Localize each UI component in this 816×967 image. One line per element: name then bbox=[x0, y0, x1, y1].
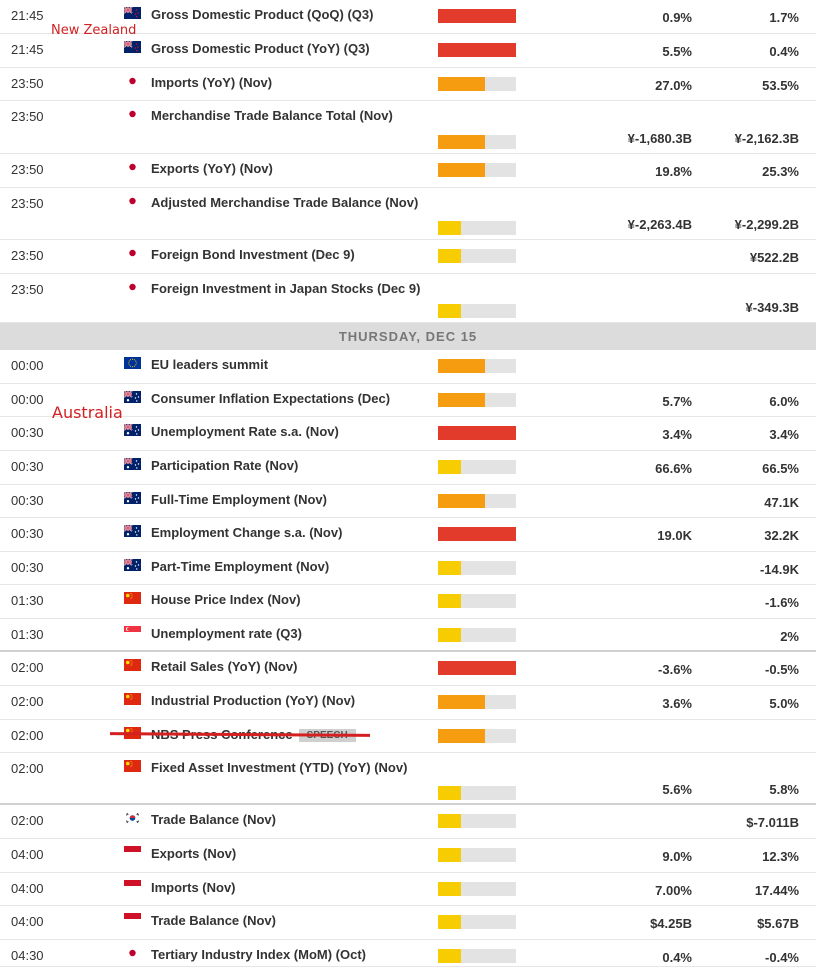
flag-sg-icon bbox=[124, 626, 141, 638]
event-time: 04:00 bbox=[11, 847, 44, 862]
impact-fill bbox=[438, 249, 461, 263]
flag-cn-icon bbox=[124, 592, 141, 604]
impact-bar bbox=[438, 882, 516, 896]
flag-au-icon bbox=[124, 559, 141, 571]
impact-fill bbox=[438, 359, 485, 373]
event-row[interactable] bbox=[0, 240, 816, 274]
flag-nz-icon bbox=[124, 41, 141, 53]
impact-bar bbox=[438, 163, 516, 177]
impact-bar bbox=[438, 915, 516, 929]
event-previous: 5.8% bbox=[769, 782, 799, 797]
event-time: 21:45 bbox=[11, 8, 44, 23]
event-row[interactable] bbox=[0, 451, 816, 485]
event-actual: 66.6% bbox=[655, 461, 692, 476]
event-row[interactable] bbox=[0, 906, 816, 940]
event-title[interactable]: Employment Change s.a. (Nov) bbox=[151, 525, 343, 540]
impact-fill bbox=[438, 661, 516, 675]
annotation-australia: Australia bbox=[52, 403, 123, 422]
event-actual: 7.00% bbox=[655, 883, 692, 898]
event-previous: 5.0% bbox=[769, 696, 799, 711]
event-time: 00:30 bbox=[11, 526, 44, 541]
impact-fill bbox=[438, 426, 516, 440]
event-title[interactable]: House Price Index (Nov) bbox=[151, 592, 301, 607]
event-time: 04:00 bbox=[11, 881, 44, 896]
event-title[interactable]: Trade Balance (Nov) bbox=[151, 812, 276, 827]
impact-fill bbox=[438, 848, 461, 862]
event-row[interactable] bbox=[0, 518, 816, 552]
impact-bar bbox=[438, 527, 516, 541]
impact-fill bbox=[438, 628, 461, 642]
event-row[interactable] bbox=[0, 485, 816, 518]
event-actual: 5.5% bbox=[662, 44, 692, 59]
event-row[interactable] bbox=[0, 940, 816, 967]
event-previous: ¥-2,299.2B bbox=[734, 217, 799, 232]
event-previous: 1.7% bbox=[769, 10, 799, 25]
impact-bar bbox=[438, 221, 516, 235]
flag-nz-icon bbox=[124, 7, 141, 19]
event-title[interactable]: Foreign Investment in Japan Stocks (Dec 9) bbox=[151, 281, 421, 296]
flag-au-icon bbox=[124, 458, 141, 470]
impact-bar bbox=[438, 628, 516, 642]
impact-fill bbox=[438, 786, 461, 800]
event-row[interactable] bbox=[0, 274, 816, 323]
event-time: 02:00 bbox=[11, 761, 44, 776]
event-title[interactable]: Retail Sales (YoY) (Nov) bbox=[151, 659, 298, 674]
annotation-new-zealand: New Zealand bbox=[51, 23, 137, 38]
impact-fill bbox=[438, 695, 485, 709]
event-actual: 5.7% bbox=[662, 394, 692, 409]
event-actual: 0.9% bbox=[662, 10, 692, 25]
flag-jp-icon bbox=[124, 247, 141, 259]
flag-jp-icon bbox=[124, 75, 141, 87]
impact-fill bbox=[438, 729, 485, 743]
event-previous: -1.6% bbox=[765, 595, 799, 610]
flag-cn-icon bbox=[124, 760, 141, 772]
event-time: 23:50 bbox=[11, 282, 44, 297]
event-row[interactable] bbox=[0, 873, 816, 906]
event-time: 02:00 bbox=[11, 694, 44, 709]
impact-fill bbox=[438, 163, 485, 177]
impact-bar bbox=[438, 304, 516, 318]
event-time: 23:50 bbox=[11, 76, 44, 91]
flag-jp-icon bbox=[124, 281, 141, 293]
event-row[interactable] bbox=[0, 350, 816, 384]
impact-bar bbox=[438, 729, 516, 743]
impact-bar bbox=[438, 561, 516, 575]
event-title[interactable]: Full-Time Employment (Nov) bbox=[151, 492, 327, 507]
event-row[interactable] bbox=[0, 585, 816, 619]
event-title[interactable]: Tertiary Industry Index (MoM) (Oct) bbox=[151, 947, 366, 962]
impact-bar bbox=[438, 786, 516, 800]
event-previous: 66.5% bbox=[762, 461, 799, 476]
event-time: 00:30 bbox=[11, 425, 44, 440]
flag-cn-icon bbox=[124, 659, 141, 671]
impact-fill bbox=[438, 460, 461, 474]
event-previous: 2% bbox=[780, 629, 799, 644]
impact-fill bbox=[438, 915, 461, 929]
event-time: 23:50 bbox=[11, 109, 44, 124]
impact-fill bbox=[438, 494, 485, 508]
impact-bar bbox=[438, 494, 516, 508]
event-actual: 0.4% bbox=[662, 950, 692, 965]
event-previous: ¥-2,162.3B bbox=[734, 131, 799, 146]
impact-fill bbox=[438, 882, 461, 896]
event-actual: 9.0% bbox=[662, 849, 692, 864]
impact-fill bbox=[438, 594, 461, 608]
event-time: 00:00 bbox=[11, 392, 44, 407]
event-time: 04:00 bbox=[11, 914, 44, 929]
event-row[interactable] bbox=[0, 805, 816, 839]
event-actual: -3.6% bbox=[658, 662, 692, 677]
event-title[interactable]: Imports (Nov) bbox=[151, 880, 236, 895]
event-previous: $5.67B bbox=[757, 916, 799, 931]
event-actual: 3.4% bbox=[662, 427, 692, 442]
event-previous: 53.5% bbox=[762, 78, 799, 93]
impact-bar bbox=[438, 43, 516, 57]
impact-fill bbox=[438, 221, 461, 235]
event-title[interactable]: Merchandise Trade Balance Total (Nov) bbox=[151, 108, 393, 123]
flag-id-icon bbox=[124, 913, 141, 925]
event-row[interactable] bbox=[0, 839, 816, 873]
event-actual: ¥-2,263.4B bbox=[627, 217, 692, 232]
event-previous: 0.4% bbox=[769, 44, 799, 59]
event-row[interactable] bbox=[0, 34, 816, 68]
impact-fill bbox=[438, 527, 516, 541]
event-time: 04:30 bbox=[11, 948, 44, 963]
impact-fill bbox=[438, 135, 485, 149]
event-actual: 19.0K bbox=[657, 528, 692, 543]
event-title[interactable]: Consumer Inflation Expectations (Dec) bbox=[151, 391, 391, 406]
event-previous: 17.44% bbox=[754, 883, 799, 898]
event-row[interactable] bbox=[0, 619, 816, 652]
event-title[interactable]: Adjusted Merchandise Trade Balance (Nov) bbox=[151, 195, 419, 210]
impact-fill bbox=[438, 304, 461, 318]
event-title[interactable]: Participation Rate (Nov) bbox=[151, 458, 299, 473]
event-previous: ¥-349.3B bbox=[745, 300, 799, 315]
event-time: 02:00 bbox=[11, 660, 44, 675]
event-actual: 3.6% bbox=[662, 696, 692, 711]
event-time: 02:00 bbox=[11, 813, 44, 828]
event-title[interactable]: Unemployment Rate s.a. (Nov) bbox=[151, 424, 339, 439]
event-row[interactable] bbox=[0, 686, 816, 720]
event-actual: 5.6% bbox=[662, 782, 692, 797]
event-time: 00:30 bbox=[11, 560, 44, 575]
impact-fill bbox=[438, 77, 485, 91]
event-title[interactable]: Fixed Asset Investment (YTD) (YoY) (Nov) bbox=[151, 760, 408, 775]
impact-fill bbox=[438, 393, 485, 407]
event-title[interactable]: Foreign Bond Investment (Dec 9) bbox=[151, 247, 355, 262]
impact-bar bbox=[438, 594, 516, 608]
event-time: 00:30 bbox=[11, 493, 44, 508]
flag-eu-icon bbox=[124, 357, 141, 369]
flag-au-icon bbox=[124, 391, 141, 403]
impact-bar bbox=[438, 814, 516, 828]
event-time: 23:50 bbox=[11, 196, 44, 211]
impact-bar bbox=[438, 77, 516, 91]
impact-bar bbox=[438, 9, 516, 23]
impact-bar bbox=[438, 426, 516, 440]
event-row[interactable] bbox=[0, 652, 816, 686]
event-row[interactable] bbox=[0, 417, 816, 451]
event-time: 01:30 bbox=[11, 593, 44, 608]
impact-fill bbox=[438, 561, 461, 575]
event-row[interactable] bbox=[0, 188, 816, 240]
flag-cn-icon bbox=[124, 693, 141, 705]
impact-bar bbox=[438, 135, 516, 149]
impact-bar bbox=[438, 249, 516, 263]
event-time: 00:00 bbox=[11, 358, 44, 373]
event-time: 21:45 bbox=[11, 42, 44, 57]
event-previous: 32.2K bbox=[764, 528, 799, 543]
event-actual: 27.0% bbox=[655, 78, 692, 93]
event-row[interactable] bbox=[0, 720, 816, 753]
event-title[interactable]: Exports (Nov) bbox=[151, 846, 237, 861]
event-previous: 12.3% bbox=[762, 849, 799, 864]
impact-bar bbox=[438, 949, 516, 963]
day-header: THURSDAY, DEC 15 bbox=[0, 323, 816, 350]
impact-fill bbox=[438, 814, 461, 828]
event-title[interactable]: Gross Domestic Product (YoY) (Q3) bbox=[151, 41, 370, 56]
impact-bar bbox=[438, 393, 516, 407]
flag-id-icon bbox=[124, 846, 141, 858]
impact-bar bbox=[438, 848, 516, 862]
event-title[interactable]: Unemployment rate (Q3) bbox=[151, 626, 302, 641]
event-row[interactable] bbox=[0, 101, 816, 154]
event-previous: ¥522.2B bbox=[749, 250, 799, 265]
event-time: 01:30 bbox=[11, 627, 44, 642]
event-previous: 47.1K bbox=[764, 495, 799, 510]
impact-bar bbox=[438, 695, 516, 709]
event-previous: -0.5% bbox=[765, 662, 799, 677]
event-row[interactable] bbox=[0, 552, 816, 585]
flag-au-icon bbox=[124, 492, 141, 504]
impact-fill bbox=[438, 949, 461, 963]
impact-fill bbox=[438, 9, 516, 23]
event-previous: $-7.011B bbox=[746, 815, 799, 830]
impact-bar bbox=[438, 359, 516, 373]
event-previous: 25.3% bbox=[762, 164, 799, 179]
flag-au-icon bbox=[124, 424, 141, 436]
event-title[interactable]: Trade Balance (Nov) bbox=[151, 913, 276, 928]
event-previous: -14.9K bbox=[759, 562, 799, 577]
event-row[interactable] bbox=[0, 68, 816, 101]
event-title[interactable]: EU leaders summit bbox=[151, 357, 269, 372]
event-title[interactable]: Industrial Production (YoY) (Nov) bbox=[151, 693, 356, 708]
flag-jp-icon bbox=[124, 947, 141, 959]
event-previous: 3.4% bbox=[769, 427, 799, 442]
flag-jp-icon bbox=[124, 195, 141, 207]
flag-jp-icon bbox=[124, 161, 141, 173]
event-title[interactable]: Part-Time Employment (Nov) bbox=[151, 559, 330, 574]
event-actual: $4.25B bbox=[650, 916, 692, 931]
event-actual: 19.8% bbox=[655, 164, 692, 179]
event-row[interactable] bbox=[0, 753, 816, 805]
event-actual: ¥-1,680.3B bbox=[627, 131, 692, 146]
event-previous: 6.0% bbox=[769, 394, 799, 409]
flag-au-icon bbox=[124, 525, 141, 537]
event-title[interactable]: Exports (YoY) (Nov) bbox=[151, 161, 273, 176]
event-previous: -0.4% bbox=[765, 950, 799, 965]
event-time: 02:00 bbox=[11, 728, 44, 743]
event-time: 23:50 bbox=[11, 248, 44, 263]
event-time: 23:50 bbox=[11, 162, 44, 177]
flag-kr-icon bbox=[124, 812, 141, 824]
impact-bar bbox=[438, 460, 516, 474]
event-row[interactable] bbox=[0, 154, 816, 188]
flag-jp-icon bbox=[124, 108, 141, 120]
impact-bar bbox=[438, 661, 516, 675]
event-title[interactable]: Gross Domestic Product (QoQ) (Q3) bbox=[151, 7, 374, 22]
impact-fill bbox=[438, 43, 516, 57]
flag-id-icon bbox=[124, 880, 141, 892]
event-time: 00:30 bbox=[11, 459, 44, 474]
event-title[interactable]: Imports (YoY) (Nov) bbox=[151, 75, 273, 90]
